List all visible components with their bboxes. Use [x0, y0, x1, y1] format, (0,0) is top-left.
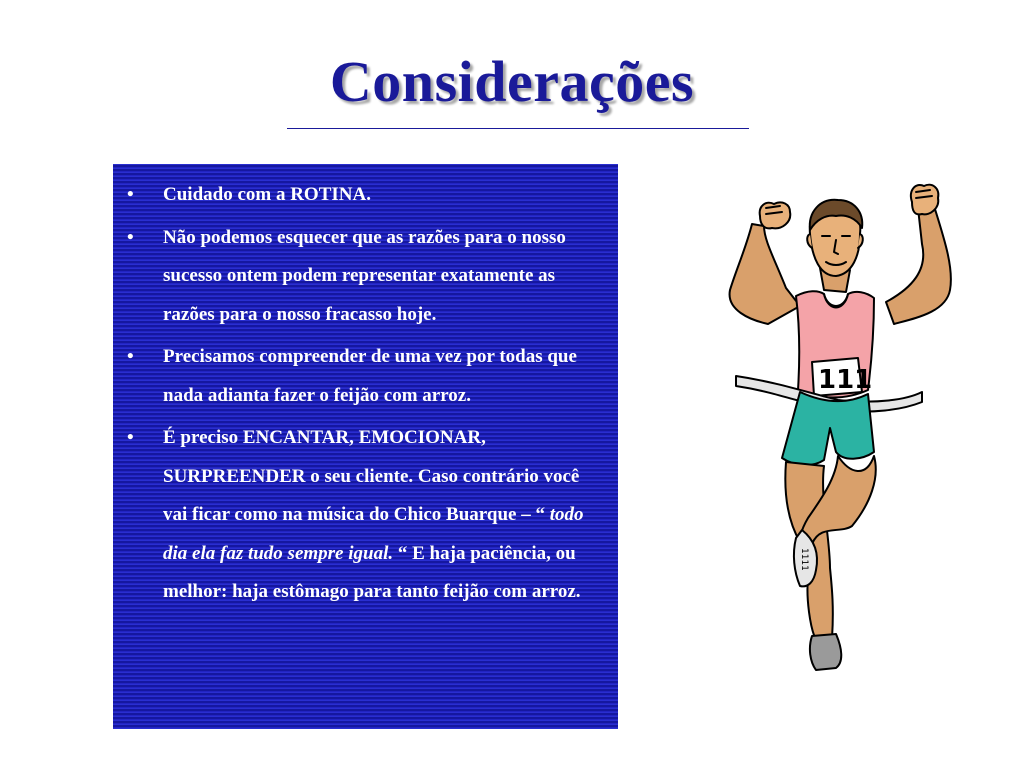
bullet-icon: •: [127, 346, 134, 367]
bullet-text: [163, 427, 583, 602]
bullet-text: Precisamos compreender de uma vez por todas que nada adianta fazer o feijão com arroz.: [163, 346, 577, 406]
bullet-list: [123, 176, 604, 612]
bullet-item: [123, 219, 604, 335]
bullet-text: Não podemos esquecer que as razões para o nosso sucesso ontem podem representar exatamente as razões para o nosso fracasso hoje.: [163, 226, 566, 325]
bullet-icon: •: [127, 184, 134, 205]
title-divider: [287, 128, 749, 129]
bullet-item: [123, 419, 604, 612]
bib-number: 111: [818, 365, 873, 395]
bullet-text-box: [113, 164, 618, 729]
song-quote: todo dia ela faz tudo sempre igual.: [163, 504, 584, 564]
bullet-icon: •: [127, 226, 134, 248]
shoe-text: 1111: [799, 548, 809, 571]
slide-title: Considerações: [329, 49, 695, 114]
bullet-item: [123, 176, 604, 215]
marathon-runner-icon: [716, 178, 960, 690]
bullet-icon: •: [127, 427, 134, 448]
bullet-text: Cuidado com a ROTINA.: [163, 184, 371, 205]
bullet-text-part: “ E haja paciência, ou melhor: haja estômago para tanto feijão com arroz.: [163, 542, 581, 602]
bullet-text-part: É preciso ENCANTAR, EMOCIONAR, SURPREENDER o seu cliente. Caso contrário você vai ficar como na música do Chico Buarque – “: [163, 427, 580, 525]
bullet-item: [123, 338, 604, 415]
